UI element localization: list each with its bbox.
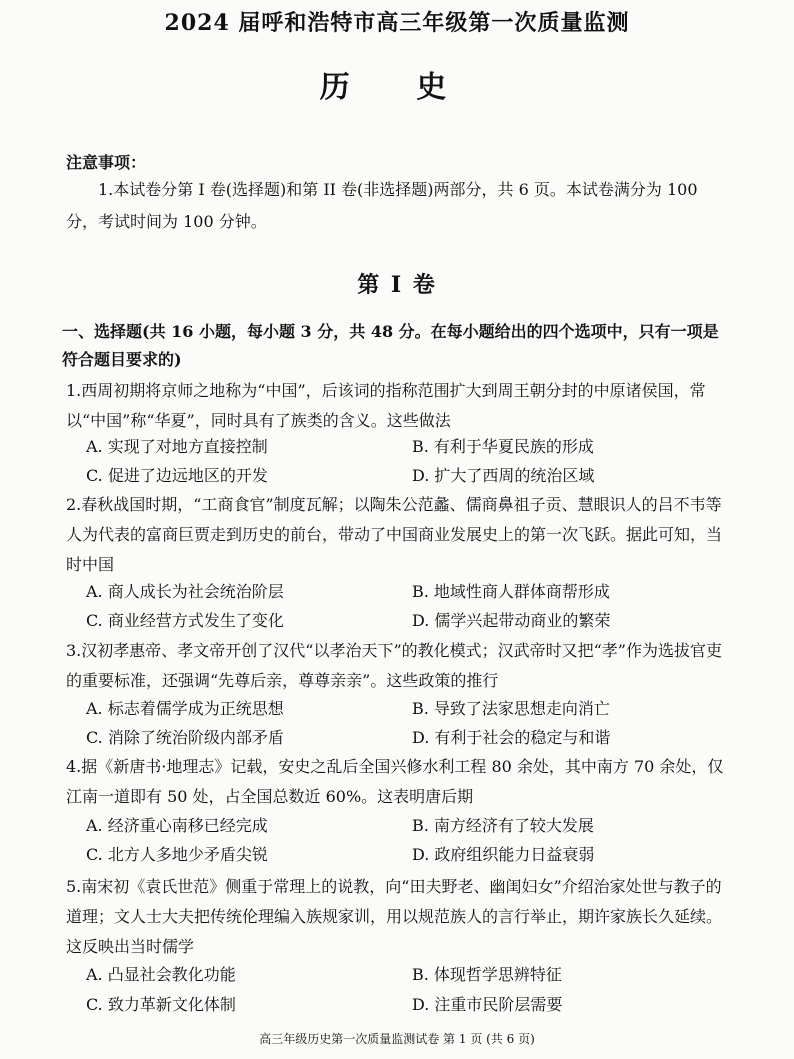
section-heading: 一、选择题(共 16 小题，每小题 3 分，共 48 分。在每小题给出的四个选项中，只有一项是符合题目要求的) (62, 322, 719, 369)
question-text: 春秋战国时期，“工商食官”制度瓦解；以陶朱公范蠡、儒商鼻祖子贡、慧眼识人的吕不韦等人为代表的富商巨贾走到历史的前台，带动了中国商业发展史上的第一次飞跃。据此可知，当时中国 (66, 495, 723, 574)
question-3-option-b: B. 导致了法家思想走向消亡 (412, 699, 610, 718)
question-number: 5. (66, 877, 82, 896)
exam-title: 2024 届呼和浩特市高三年级第一次质量监测 (164, 10, 630, 36)
subject-title: 历 史 (319, 70, 475, 105)
question-2-stem (66, 490, 730, 580)
volume-title: 第 I 卷 (357, 272, 437, 298)
question-number: 1. (66, 381, 82, 400)
question-text: 汉初孝惠帝、孝文帝开创了汉代“以孝治天下”的教化模式；汉武帝时又把“孝”作为选拔官吏的重要标准，还强调“先尊后亲，尊尊亲亲”。这些政策的推行 (66, 641, 722, 690)
question-3-option-c: C. 消除了统治阶级内部矛盾 (86, 728, 284, 747)
question-text: 西周初期将京师之地称为“中国”，后该词的指称范围扩大到周王朝分封的中原诸侯国，常以“中国”称“华夏”，同时具有了族类的含义。这些做法 (66, 381, 706, 430)
question-3-option-a: A. 标志着儒学成为正统思想 (86, 699, 284, 718)
question-4-option-d: D. 政府组织能力日益衰弱 (412, 845, 595, 864)
question-2-option-b: B. 地域性商人群体商帮形成 (412, 582, 610, 601)
question-3-option-d: D. 有利于社会的稳定与和谐 (412, 728, 611, 747)
question-4-option-c: C. 北方人多地少矛盾尖锐 (86, 845, 268, 864)
question-2-option-a: A. 商人成长为社会统治阶层 (86, 582, 284, 601)
question-2-option-c: C. 商业经营方式发生了变化 (86, 611, 284, 630)
question-4-option-b: B. 南方经济有了较大发展 (412, 816, 594, 835)
question-1-option-d: D. 扩大了西周的统治区域 (412, 466, 595, 485)
notes-item: 1.本试卷分第 I 卷(选择题)和第 II 卷(非选择题)两部分，共 6 页。本试卷满分为 100 分，考试时间为 100 分钟。 (66, 180, 698, 231)
question-2-option-d: D. 儒学兴起带动商业的繁荣 (412, 611, 611, 630)
question-4-stem (66, 752, 730, 812)
question-5-option-b: B. 体现哲学思辨特征 (412, 965, 562, 984)
question-1-option-b: B. 有利于华夏民族的形成 (412, 437, 594, 456)
question-3-stem (66, 636, 730, 696)
question-5-option-a: A. 凸显社会教化功能 (86, 965, 236, 984)
question-number: 4. (66, 757, 82, 776)
question-5-option-c: C. 致力革新文化体制 (86, 995, 236, 1014)
question-5-option-d: D. 注重市民阶层需要 (412, 995, 563, 1014)
question-number: 3. (66, 641, 82, 660)
question-5-stem (66, 872, 730, 962)
question-4-option-a: A. 经济重心南移已经完成 (86, 816, 268, 835)
notes-heading: 注意事项： (66, 153, 147, 172)
question-text: 南宋初《袁氏世范》侧重于常理上的说教，向“田夫野老、幽闺妇女”介绍治家处世与教子的道理；文人士大夫把传统伦理编入族规家训，用以规范族人的言行举止，期许家族长久延续。这反映出当时儒学 (66, 877, 723, 956)
question-text: 据《新唐书·地理志》记载，安史之乱后全国兴修水利工程 80 余处，其中南方 70 余处，仅江南一道即有 50 处，占全国总数近 60%。这表明唐后期 (66, 757, 724, 806)
question-1-stem (66, 376, 730, 436)
question-number: 2. (66, 495, 82, 514)
question-1-option-c: C. 促进了边远地区的开发 (86, 466, 268, 485)
page-footer: 高三年级历史第一次质量监测试卷 第 1 页 (共 6 页) (259, 1032, 535, 1046)
question-1-option-a: A. 实现了对地方直接控制 (86, 437, 268, 456)
